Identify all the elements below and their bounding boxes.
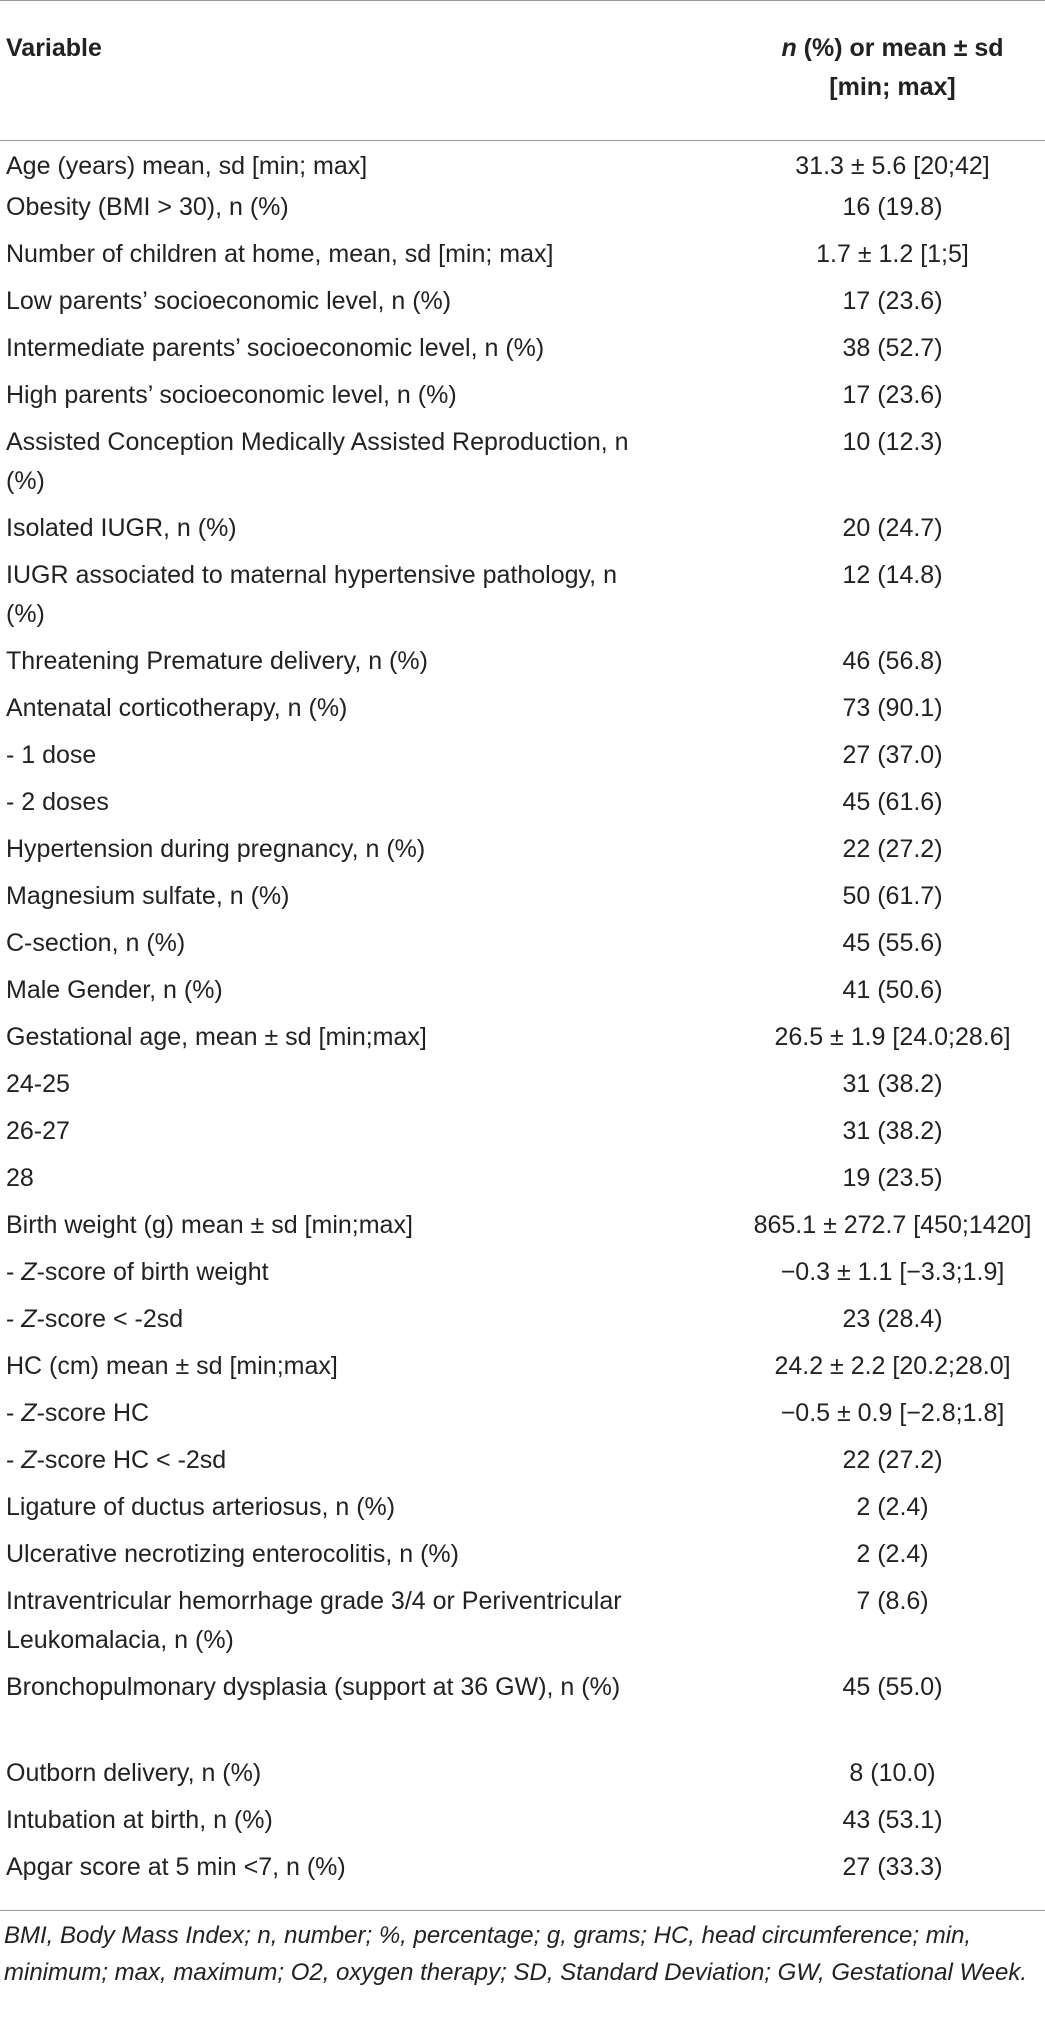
- row-value: 1.7 ± 1.2 [1;5]: [816, 239, 969, 268]
- row-label: Ligature of ductus arteriosus, n (%): [6, 1492, 396, 1521]
- row-label: Intraventricular hemorrhage grade 3/4 or Periventricular Leukomalacia, n (%): [6, 1586, 622, 1654]
- row-value: 31.3 ± 5.6 [20;42]: [795, 152, 990, 180]
- table-row: [0, 1441, 1045, 1488]
- row-value: 7 (8.6): [856, 1586, 929, 1615]
- table-footnote: BMI, Body Mass Index; n, number; %, percentage; g, grams; HC, head circumference; min, minimum; max, maximum; O2, oxygen therapy; SD, Standard Deviation; GW, Gestational Week.: [4, 1922, 1028, 1986]
- row-label: C-section, n (%): [6, 928, 186, 957]
- table-row: [0, 1801, 1045, 1848]
- table-row: [0, 1300, 1045, 1347]
- row-value: 46 (56.8): [842, 646, 943, 675]
- table-row: [0, 235, 1045, 282]
- row-label: - 2 doses: [6, 787, 109, 816]
- row-value: 26.5 ± 1.9 [24.0;28.6]: [774, 1022, 1011, 1051]
- row-value: 73 (90.1): [842, 693, 943, 722]
- row-label: 26-27: [6, 1116, 70, 1145]
- row-label: Isolated IUGR, n (%): [6, 513, 237, 542]
- row-value: 27 (37.0): [842, 740, 943, 769]
- row-label: - Z-score < -2sd: [6, 1304, 184, 1333]
- row-label: 28: [6, 1163, 34, 1192]
- table-row: [0, 1253, 1045, 1300]
- table-row: [0, 1394, 1045, 1441]
- row-value: 45 (61.6): [842, 787, 943, 816]
- header-statistic: [660, 1, 1045, 141]
- row-value: 16 (19.8): [842, 192, 943, 221]
- row-label: Ulcerative necrotizing enterocolitis, n (%): [6, 1539, 459, 1568]
- row-label: Low parents’ socioeconomic level, n (%): [6, 286, 452, 315]
- row-label: Assisted Conception Medically Assisted Reproduction, n (%): [6, 427, 629, 495]
- row-label: Bronchopulmonary dysplasia (support at 36 GW), n (%): [6, 1672, 621, 1701]
- table-row: [0, 783, 1045, 830]
- row-value: 43 (53.1): [842, 1805, 943, 1834]
- row-value: 8 (10.0): [849, 1758, 936, 1787]
- row-label: - 1 dose: [6, 740, 97, 769]
- table-row: [0, 1206, 1045, 1253]
- row-value: 19 (23.5): [842, 1163, 943, 1192]
- row-label: Birth weight (g) mean ± sd [min;max]: [6, 1210, 413, 1239]
- table-row: [0, 1754, 1045, 1801]
- table-row: [0, 1112, 1045, 1159]
- row-label: HC (cm) mean ± sd [min;max]: [6, 1351, 338, 1380]
- table-row: [0, 556, 1045, 642]
- table-row: [0, 1535, 1045, 1582]
- header-row: [0, 1, 1045, 141]
- table-row: [0, 830, 1045, 877]
- row-label: High parents’ socioeconomic level, n (%): [6, 380, 457, 409]
- row-label: Intermediate parents’ socioeconomic level, n (%): [6, 333, 545, 362]
- row-value: 31 (38.2): [842, 1116, 943, 1145]
- row-value: 31 (38.2): [842, 1069, 943, 1098]
- row-value: 2 (2.4): [856, 1539, 929, 1568]
- row-value: 2 (2.4): [856, 1492, 929, 1521]
- row-label: Age (years) mean, sd [min; max]: [6, 152, 368, 180]
- row-value: −0.3 ± 1.1 [−3.3;1.9]: [780, 1257, 1005, 1286]
- row-label: Magnesium sulfate, n (%): [6, 881, 290, 910]
- row-value: 27 (33.3): [842, 1852, 943, 1881]
- row-label: Hypertension during pregnancy, n (%): [6, 834, 426, 863]
- row-label: IUGR associated to maternal hypertensive pathology, n (%): [6, 560, 617, 628]
- table-row: [0, 736, 1045, 783]
- row-label: Apgar score at 5 min <7, n (%): [6, 1852, 346, 1881]
- table-row: [0, 329, 1045, 376]
- row-label: Gestational age, mean ± sd [min;max]: [6, 1022, 427, 1051]
- row-value: 12 (14.8): [842, 560, 943, 589]
- row-value: 10 (12.3): [842, 427, 943, 456]
- row-value: 38 (52.7): [842, 333, 943, 362]
- table-row: [0, 188, 1045, 235]
- table-row: [0, 1347, 1045, 1394]
- row-label: 24-25: [6, 1069, 70, 1098]
- table-row: [0, 509, 1045, 556]
- table-row: [0, 877, 1045, 924]
- row-value: 24.2 ± 2.2 [20.2;28.0]: [774, 1351, 1011, 1380]
- row-value: 50 (61.7): [842, 881, 943, 910]
- row-value: 20 (24.7): [842, 513, 943, 542]
- table-row: [0, 642, 1045, 689]
- header-stat-line1: n (%) or mean ± sd: [781, 34, 1004, 62]
- table-row: [0, 1065, 1045, 1112]
- row-value: 17 (23.6): [842, 380, 943, 409]
- table-row: [0, 282, 1045, 329]
- header-variable: Variable: [0, 1, 660, 141]
- header-stat-line2: [min; max]: [829, 73, 956, 101]
- row-label: - Z-score HC < -2sd: [6, 1445, 227, 1474]
- row-label: Outborn delivery, n (%): [6, 1758, 262, 1787]
- row-value: −0.5 ± 0.9 [−2.8;1.8]: [780, 1398, 1005, 1427]
- row-value: 45 (55.6): [842, 928, 943, 957]
- table-row: [0, 1848, 1045, 1895]
- row-label: Male Gender, n (%): [6, 975, 223, 1004]
- table-row: [0, 376, 1045, 423]
- row-label: - Z-score of birth weight: [6, 1257, 269, 1286]
- row-value: 865.1 ± 272.7 [450;1420]: [753, 1210, 1032, 1239]
- row-value: 22 (27.2): [842, 1445, 943, 1474]
- row-value: 45 (55.0): [842, 1672, 943, 1701]
- bottom-rule: [0, 1910, 1045, 1911]
- table-row: [0, 423, 1045, 509]
- row-value: 41 (50.6): [842, 975, 943, 1004]
- row-label: - Z-score HC: [6, 1398, 150, 1427]
- table-row: [0, 1582, 1045, 1668]
- row-label: Intubation at birth, n (%): [6, 1805, 273, 1834]
- table-row: [0, 924, 1045, 971]
- row-value: 22 (27.2): [842, 834, 943, 863]
- table-row: [0, 1018, 1045, 1065]
- table-row: [0, 1488, 1045, 1535]
- row-value: 17 (23.6): [842, 286, 943, 315]
- row-label: Antenatal corticotherapy, n (%): [6, 693, 348, 722]
- table-row: [0, 1159, 1045, 1206]
- row-label: Threatening Premature delivery, n (%): [6, 646, 428, 675]
- table-row: [0, 689, 1045, 736]
- row-value: 23 (28.4): [842, 1304, 943, 1333]
- table-row: [0, 141, 1045, 188]
- table-row: [0, 1668, 1045, 1754]
- row-label: Number of children at home, mean, sd [min; max]: [6, 239, 554, 268]
- row-label: Obesity (BMI > 30), n (%): [6, 192, 289, 221]
- table-row: [0, 971, 1045, 1018]
